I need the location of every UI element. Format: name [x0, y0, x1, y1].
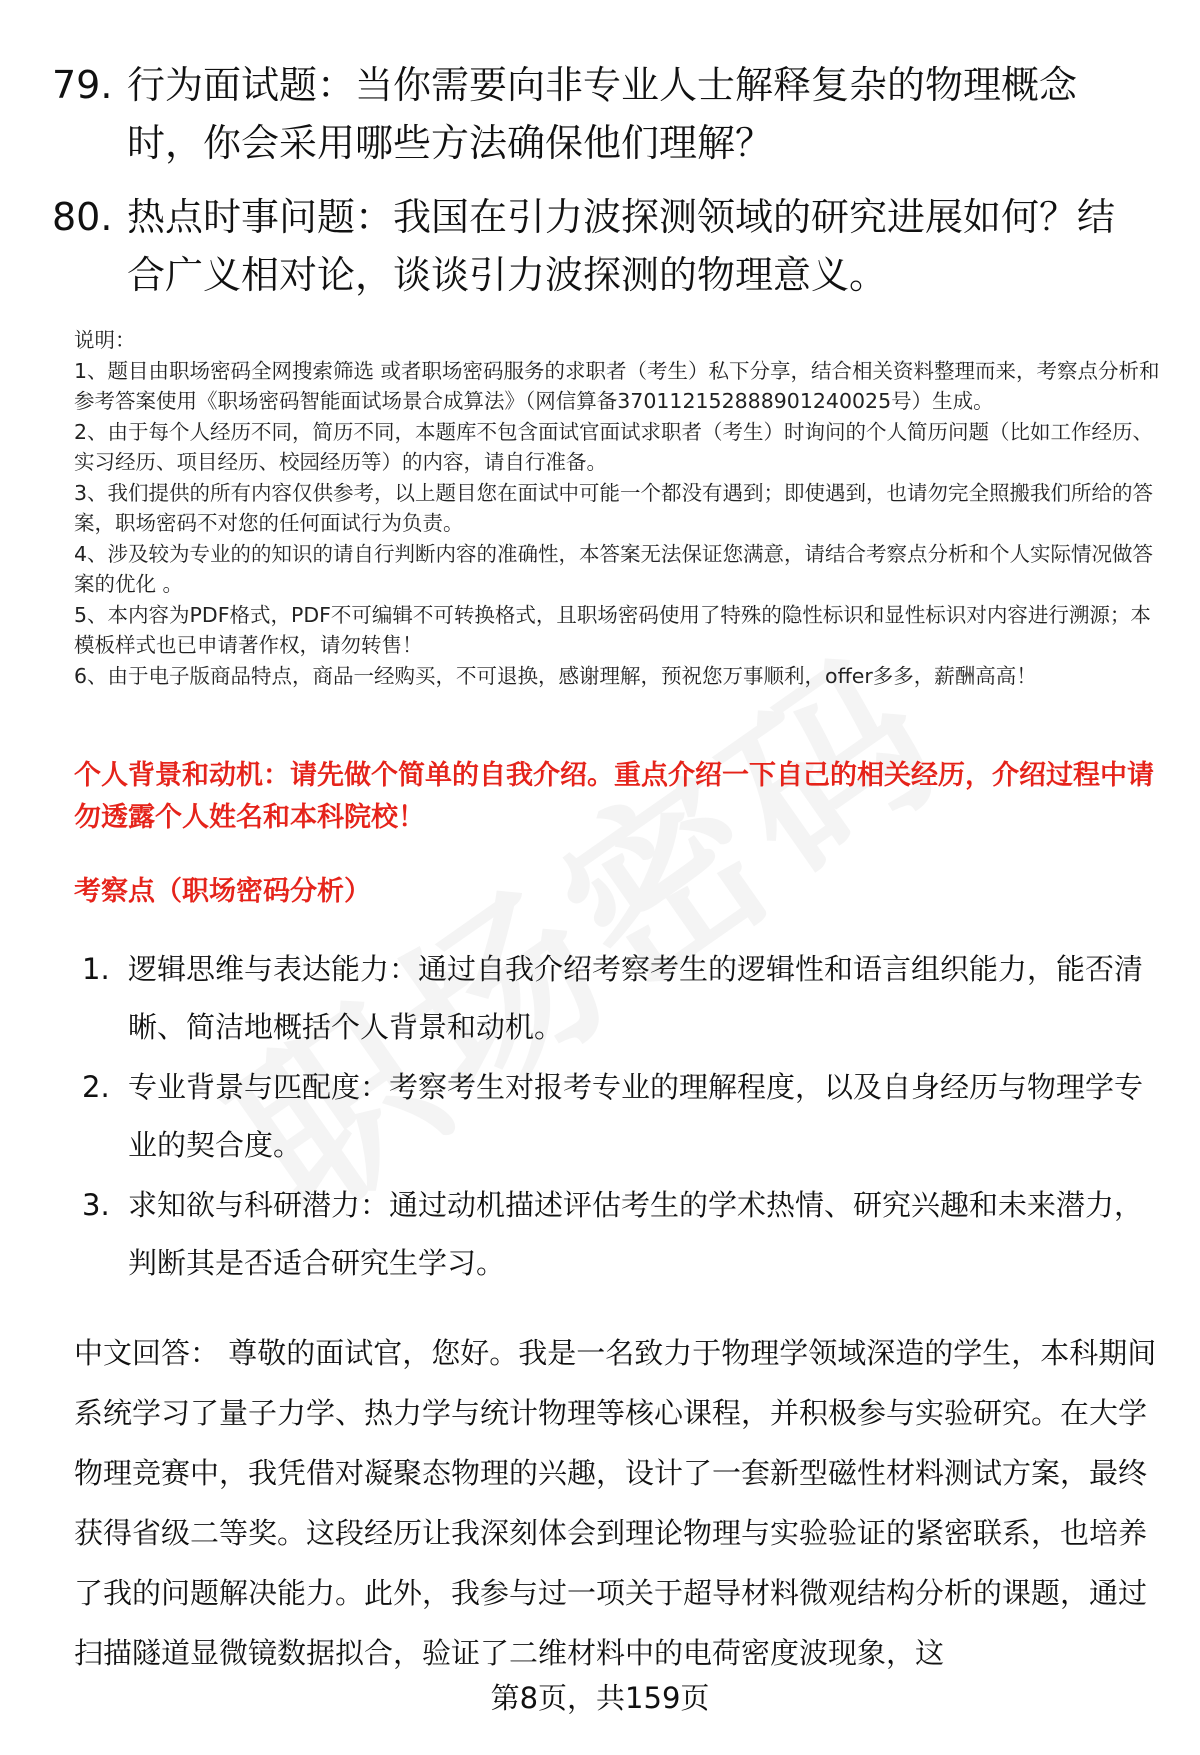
list-item-text: 求知欲与科研潜力：通过动机描述评估考生的学术热情、研究兴趣和未来潜力，判断其是否适合研究生学习。: [128, 1188, 1144, 1280]
question-headline: 个人背景和动机：请先做个简单的自我介绍。重点介绍一下自己的相关经历，介绍过程中请勿透露个人姓名和本科院校！: [74, 760, 1154, 833]
list-item-number: 3.: [82, 1188, 110, 1222]
question-number: 79.: [52, 63, 113, 107]
question-text: 热点时事问题：我国在引力波探测领域的研究进展如何？结合广义相对论，谈谈引力波探测的物理意义。: [127, 195, 1116, 297]
answer-paragraph: 中文回答： 尊敬的面试官，您好。我是一名致力于物理学领域深造的学生，本科期间系统学习了量子力学、热力学与统计物理等核心课程，并积极参与实验研究。在大学物理竞赛中，我凭借对凝聚态物理的兴趣，设计了一套新型磁性材料测试方案，最终获得省级二等奖。这段经历让我深刻体会到理论物理与实验验证的紧密联系，也培养了我的问题解决能力。此外，我参与过一项关于超导材料微观结构分析的课题，通过扫描隧道显微镜数据拟合，验证了二维材料中的电荷密度波现象，这: [74, 1336, 1157, 1670]
list-item: [82, 1176, 1162, 1292]
analysis-points: [82, 940, 1162, 1294]
question-number: 80.: [52, 195, 113, 239]
note-item: 1、题目由职场密码全网搜索筛选 或者职场密码服务的求职者（考生）私下分享，结合相关资料整理而来，考察点分析和参考答案使用《职场密码智能面试场景合成算法》（网信算备370112152888901240025号）生成。: [74, 358, 1160, 413]
note-item: 4、涉及较为专业的的知识的请自行判断内容的准确性，本答案无法保证您满意，请结合考察点分析和个人实际情况做答案的优化 。: [74, 541, 1154, 596]
list-item: [82, 940, 1162, 1056]
list-item-number: 1.: [82, 952, 110, 986]
question-79: [52, 56, 1152, 172]
list-item-text: 专业背景与匹配度：考察考生对报考专业的理解程度，以及自身经历与物理学专业的契合度。: [128, 1070, 1144, 1162]
list-item-text: 逻辑思维与表达能力：通过自我介绍考察考生的逻辑性和语言组织能力，能否清晰、简洁地概括个人背景和动机。: [128, 952, 1144, 1044]
question-80: [52, 188, 1152, 304]
list-item-number: 2.: [82, 1070, 110, 1104]
notes-title: 说明：: [74, 328, 136, 352]
note-item: 6、由于电子版商品特点，商品一经购买，不可退换，感谢理解，预祝您万事顺利，offer多多，薪酬高高！: [74, 663, 1037, 688]
notes-section: [74, 325, 1164, 691]
page-footer: 第8页，共159页: [490, 1681, 710, 1715]
note-item: 3、我们提供的所有内容仅供参考，以上题目您在面试中可能一个都没有遇到；即使遇到，也请勿完全照搬我们所给的答案，职场密码不对您的任何面试行为负责。: [74, 480, 1154, 535]
analysis-heading: 考察点（职场密码分析）: [74, 876, 371, 907]
question-text: 行为面试题：当你需要向非专业人士解释复杂的物理概念时，你会采用哪些方法确保他们理解？: [127, 63, 1078, 165]
note-item: 2、由于每个人经历不同，简历不同，本题库不包含面试官面试求职者（考生）时询问的个人简历问题（比如工作经历、实习经历、项目经历、校园经历等）的内容，请自行准备。: [74, 419, 1154, 474]
note-item: 5、本内容为PDF格式，PDF不可编辑不可转换格式，且职场密码使用了特殊的隐性标识和显性标识对内容进行溯源；本模板样式也已申请著作权，请勿转售！: [74, 602, 1151, 657]
list-item: [82, 1058, 1162, 1174]
